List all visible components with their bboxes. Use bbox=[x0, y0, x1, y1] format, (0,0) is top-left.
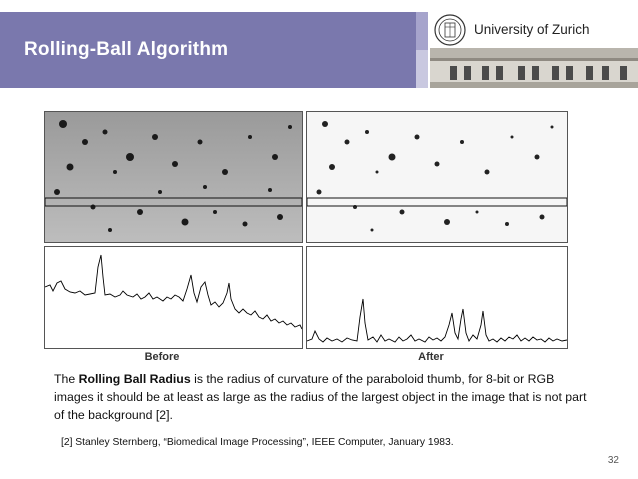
before-profile bbox=[44, 246, 303, 349]
text-segment: The bbox=[54, 372, 79, 386]
text-segment: is the radius of curvature of the paraboloid thumb, for 8-bit or RGB images it should be at least as large as the radius of the largest object in the image that is not part of the background [2]. bbox=[54, 372, 587, 422]
accent-strip bbox=[416, 50, 428, 88]
description-paragraph bbox=[54, 370, 594, 424]
slide-title: Rolling-Ball Algorithm bbox=[24, 39, 229, 60]
before-image bbox=[44, 111, 303, 243]
after-image bbox=[306, 111, 568, 243]
accent-strip bbox=[416, 12, 428, 50]
before-caption: Before bbox=[144, 351, 180, 363]
after-caption: After bbox=[418, 351, 444, 363]
after-profile bbox=[306, 246, 568, 349]
before-after-figure bbox=[44, 111, 570, 366]
page-number: 32 bbox=[607, 455, 619, 466]
slide-header bbox=[0, 0, 638, 87]
building-photo bbox=[430, 48, 638, 88]
reference-note: [2] Stanley Sternberg, “Biomedical Image Processing”, IEEE Computer, January 1983. bbox=[61, 437, 454, 448]
bold-term: Rolling Ball Radius bbox=[78, 372, 191, 386]
university-logo bbox=[430, 12, 638, 88]
university-name: University of Zurich bbox=[474, 22, 590, 37]
university-seal-icon bbox=[434, 14, 466, 46]
